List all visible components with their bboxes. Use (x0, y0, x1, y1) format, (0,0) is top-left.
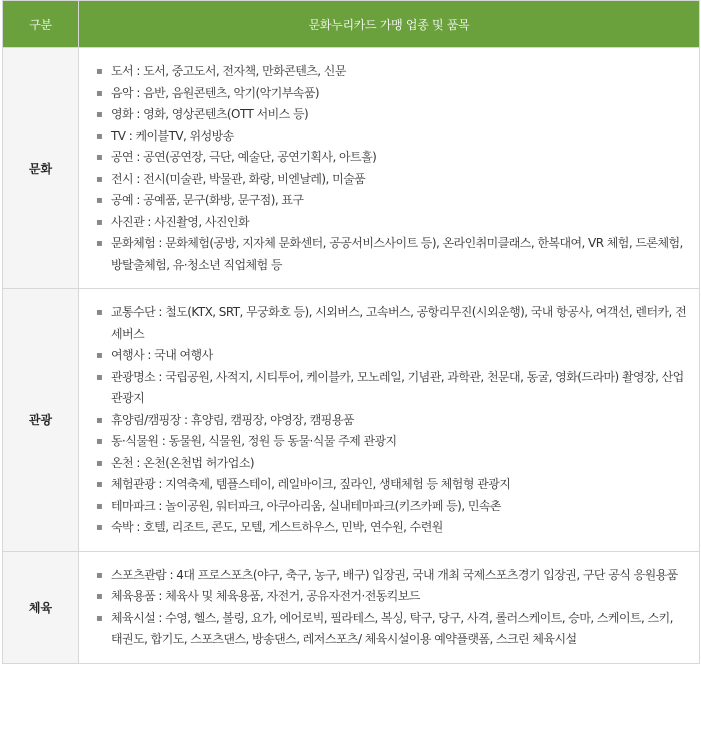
list-item (93, 517, 687, 539)
table-row-tourism (3, 289, 700, 552)
table-row-culture (3, 48, 700, 289)
list-item (93, 147, 687, 169)
list-item (93, 83, 687, 105)
table-header-row (3, 1, 700, 48)
list-item-text: 문화체험 : 문화체험(공방, 지자체 문화센터, 공공서비스사이트 등), 온라인취미클래스, 한복대여, VR 체험, 드론체험, 방탈출체험, 유·청소년 직업체험 등 (111, 236, 683, 272)
list-item-text: 음악 : 음반, 음원콘텐츠, 악기(악기부속품) (111, 85, 320, 100)
list-item (93, 233, 687, 276)
list-item-text: 체육시설 : 수영, 헬스, 볼링, 요가, 에어로빅, 필라테스, 복싱, 탁구, 당구, 사격, 롤러스케이트, 승마, 스케이트, 스키, 태권도, 합기도, 스포츠댄스, 방송댄스, 레저스포츠/ 체육시설이용 예약플랫폼, 스크린 체육시설 (111, 610, 673, 646)
list-item (93, 496, 687, 518)
list-item-text: 온천 : 온천(온천법 허가업소) (111, 455, 255, 470)
bullet-icon: ▪ (96, 173, 103, 185)
items-cell (79, 289, 700, 552)
bullet-icon: ▪ (96, 238, 103, 249)
table-row-sports (3, 551, 700, 663)
bullet-icon: ▪ (96, 371, 103, 383)
bullet-icon: ▪ (96, 522, 103, 533)
list-item (93, 586, 687, 608)
list-item-text: 체험관광 : 지역축제, 템플스테이, 레일바이크, 짚라인, 생태체험 등 체험형 관광지 (111, 477, 511, 491)
list-item-text: TV : 케이블TV, 위성방송 (111, 128, 234, 143)
bullet-icon: ▪ (96, 612, 103, 624)
item-list (93, 302, 687, 539)
list-item-text: 휴양림/캠핑장 : 휴양림, 캠핑장, 야영장, 캠핑용품 (111, 412, 354, 427)
list-item-text: 관광명소 : 국립공원, 사적지, 시티투어, 케이블카, 모노레일, 기념관, 과학관, 천문대, 동굴, 영화(드라마) 촬영장, 산업관광지 (111, 369, 684, 405)
list-item (93, 126, 687, 148)
list-item-text: 교통수단 : 철도(KTX, SRT, 무궁화호 등), 시외버스, 고속버스, 공항리무진(시외운행), 국내 항공사, 여객선, 렌터카, 전세버스 (111, 305, 687, 341)
list-item (93, 169, 687, 191)
category-label: 문화 (3, 48, 79, 289)
bullet-icon: ▪ (96, 350, 103, 361)
list-item (93, 410, 687, 432)
list-item-text: 전시 : 전시(미술관, 박물관, 화랑, 비엔날레), 미술품 (111, 171, 366, 186)
bullet-icon: ▪ (96, 500, 103, 512)
bullet-icon: ▪ (96, 414, 103, 426)
list-item (93, 565, 687, 587)
items-cell (79, 551, 700, 663)
category-label: 관광 (3, 289, 79, 552)
list-item-text: 도서 : 도서, 중고도서, 전자책, 만화콘텐츠, 신문 (111, 64, 346, 78)
bullet-icon: ▪ (96, 195, 103, 206)
list-item-text: 영화 : 영화, 영상콘텐츠(OTT 서비스 등) (111, 107, 309, 121)
list-item (93, 104, 687, 126)
bullet-icon: ▪ (96, 436, 103, 447)
list-item-text: 체육용품 : 체육사 및 체육용품, 자전거, 공유자전거·전동킥보드 (111, 589, 420, 603)
list-item-text: 공연 : 공연(공연장, 극단, 예술단, 공연기획사, 아트홀) (111, 150, 377, 164)
item-list (93, 565, 687, 651)
list-item (93, 608, 687, 651)
list-item-text: 여행사 : 국내 여행사 (111, 348, 213, 362)
bullet-icon: ▪ (96, 591, 103, 602)
bullet-icon: ▪ (96, 66, 103, 77)
list-item-text: 테마파크 : 놀이공원, 워터파크, 아쿠아리움, 실내테마파크(키즈카페 등), 민속촌 (111, 498, 501, 513)
list-item-text: 스포츠관람 : 4대 프로스포츠(야구, 축구, 농구, 배구) 입장권, 국내 개최 국제스포츠경기 입장권, 구단 공식 응원용품 (111, 567, 678, 582)
list-item-text: 숙박 : 호텔, 리조트, 콘도, 모텔, 게스트하우스, 민박, 연수원, 수련원 (111, 520, 443, 534)
category-label: 체육 (3, 551, 79, 663)
list-item (93, 302, 687, 345)
bullet-icon: ▪ (96, 109, 103, 120)
item-list (93, 61, 687, 276)
bullet-icon: ▪ (96, 457, 103, 469)
list-item (93, 367, 687, 410)
list-item (93, 474, 687, 496)
list-item (93, 61, 687, 83)
list-item (93, 212, 687, 234)
bullet-icon: ▪ (96, 152, 103, 163)
list-item (93, 190, 687, 212)
bullet-icon: ▪ (96, 87, 103, 99)
list-item-text: 사진관 : 사진촬영, 사진인화 (111, 214, 250, 229)
bullet-icon: ▪ (96, 216, 103, 228)
header-items: 문화누리카드 가맹 업종 및 품목 (79, 1, 700, 48)
list-item-text: 동·식물원 : 동물원, 식물원, 정원 등 동물·식물 주제 관광지 (111, 434, 397, 448)
list-item (93, 431, 687, 453)
bullet-icon: ▪ (96, 479, 103, 490)
merchant-category-table (2, 0, 700, 664)
list-item (93, 453, 687, 475)
bullet-icon: ▪ (96, 307, 103, 318)
header-category: 구분 (3, 1, 79, 48)
bullet-icon: ▪ (96, 130, 103, 142)
list-item (93, 345, 687, 367)
list-item-text: 공예 : 공예품, 문구(화방, 문구점), 표구 (111, 193, 304, 207)
bullet-icon: ▪ (96, 569, 103, 581)
items-cell (79, 48, 700, 289)
